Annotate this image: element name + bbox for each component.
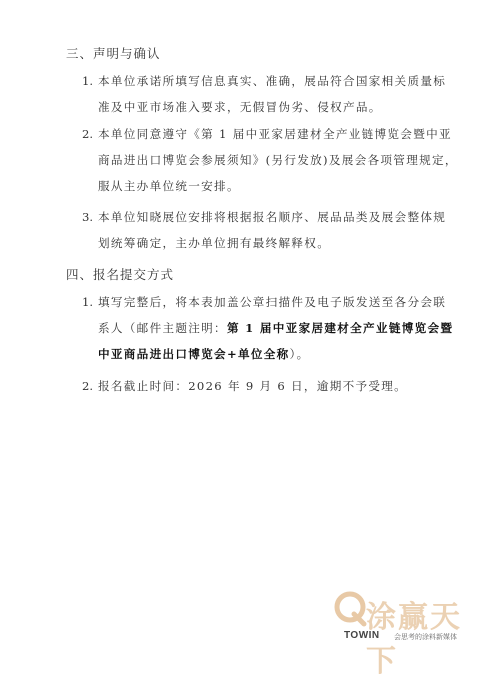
email-subject-emphasis: 第 1 届中亚家居建材全产业链博览会暨 bbox=[226, 321, 454, 335]
text-line: 商品进出口博览会参展须知》(另行发放)及展会各项管理规定， bbox=[98, 153, 458, 167]
text-line: 本单位同意遵守《第 1 届中亚家居建材全产业链博览会暨中亚 bbox=[98, 127, 452, 141]
item-number: 1. bbox=[82, 74, 94, 88]
section-heading-submission: 四、报名提交方式 bbox=[66, 267, 175, 282]
item-text bbox=[98, 289, 454, 367]
text-line bbox=[98, 315, 454, 341]
text-line: 本单位承诺所填写信息真实、准确，展品符合国家相关质量标 bbox=[98, 74, 447, 88]
item-text bbox=[98, 204, 454, 256]
item-number: 3. bbox=[82, 210, 94, 224]
text-line: 划统筹确定，主办单位拥有最终解释权。 bbox=[98, 236, 331, 250]
text-line bbox=[98, 341, 454, 367]
item-text bbox=[98, 373, 454, 399]
text-line: 报名截止时间：2026 年 9 月 6 日，逾期不予受理。 bbox=[98, 379, 408, 393]
email-subject-emphasis: 中亚商品进出口博览会+单位全称 bbox=[98, 347, 290, 361]
watermark bbox=[330, 590, 486, 679]
item-text bbox=[98, 121, 458, 199]
section-heading-declaration: 三、声明与确认 bbox=[66, 46, 161, 61]
text-line: 准及中亚市场准入要求，无假冒伪劣、侵权产品。 bbox=[98, 100, 382, 114]
watermark-brand-cn: 涂赢天下 bbox=[366, 600, 462, 679]
item-number: 2. bbox=[82, 379, 94, 393]
text-line: 本单位知晓展位安排将根据报名顺序、展品品类及展会整体规 bbox=[98, 210, 447, 224]
text-plain: 系人（邮件主题注明： bbox=[98, 321, 227, 335]
item-text bbox=[98, 68, 454, 120]
towin-logo-icon bbox=[334, 590, 368, 628]
watermark-brand-en: TOWIN bbox=[344, 630, 380, 641]
watermark-tagline: 会思考的涂料新媒体 bbox=[394, 633, 457, 641]
text-line: 填写完整后，将本表加盖公章扫描件及电子版发送至各分会联 bbox=[98, 295, 447, 309]
item-number: 1. bbox=[82, 295, 94, 309]
item-number: 2. bbox=[82, 127, 94, 141]
text-plain: ）。 bbox=[289, 347, 310, 361]
text-line: 服从主办单位统一安排。 bbox=[98, 179, 240, 193]
